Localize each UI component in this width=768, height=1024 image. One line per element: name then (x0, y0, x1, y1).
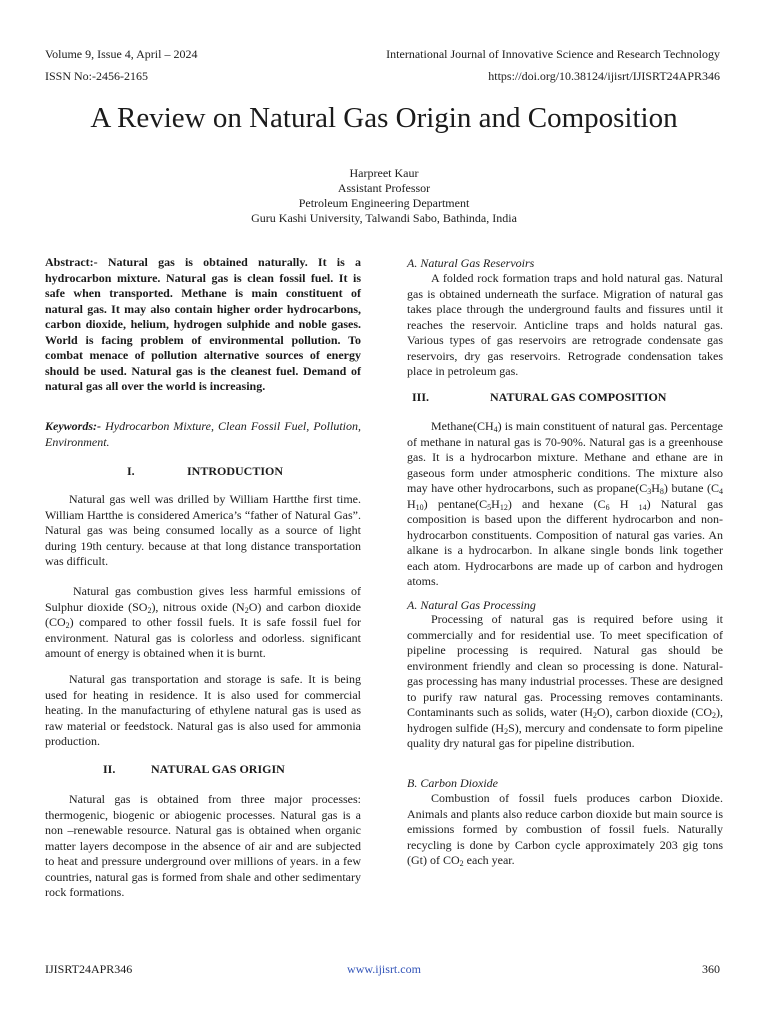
text-run: ), hydrogen sulfide (H (407, 705, 723, 735)
reservoirs-paragraph (407, 271, 723, 380)
subscript: 2 (65, 621, 70, 630)
subsection-heading-reservoirs: A. Natural Gas Reservoirs (407, 256, 535, 270)
keywords-text: Hydrocarbon Mixture, Clean Fossil Fuel, Pollution, Environment. (45, 419, 362, 449)
subsection-heading-processing: A. Natural Gas Processing (407, 598, 536, 612)
footer-page-number: 360 (702, 962, 720, 976)
keywords-label: Keywords:- (45, 419, 101, 433)
paragraph-text (407, 791, 723, 869)
subscript: 2 (459, 859, 464, 868)
author-name: Harpreet Kaur (349, 166, 419, 180)
subscript: 5 (487, 502, 492, 512)
text-run: Processing of natural gas is required before using it commercially and for residential use. To meet specification of pipeline processing is required. Natural gas should be environment friendly and clean so processing is done. Natural-gas processing has many industrial processes. These are designed to purify raw natural gas. Processing removes contaminants. Contaminants such as solids, water (H (407, 612, 723, 719)
paper-title: A Review on Natural Gas Origin and Composition (90, 102, 678, 134)
subscript: 2 (711, 711, 716, 720)
paragraph-text: Natural gas is obtained from three major processes: thermogenic, biogenic or abiogenic processes. Natural gas is a non –renewable resource. Natural gas is obtained when organic matter layers decompose in the absence of air and are subjected to heat and pressure underground over millions of years. in a few countries, natural gas is formed from shale and other sedimentary rock formations. (45, 792, 361, 899)
subscript: 12 (499, 502, 508, 512)
section-title: NATURAL GAS ORIGIN (151, 762, 285, 776)
text-run: O) and carbon dioxide (CO (45, 599, 361, 629)
author-department: Petroleum Engineering Department (298, 196, 470, 210)
text-run: ), nitrous oxide (N (151, 599, 245, 614)
text-run: ) Natural gas composition is based upon the different hydrocarbon and non-hydrocarbon constituents. Composition of natural gas varies. An alkane is a hydrocarbon. In alkane single bonds link together each atom. Hydrocarbons are made up of carbon and hydrogen atoms. (407, 496, 723, 588)
origin-paragraph-1 (45, 792, 361, 901)
paragraph-text: Natural gas well was drilled by William Hartthe first time. William Hartthe is considered America’s “father of Natural Gas”. Natural gas was being consumed locally as a source of light during 19th century. because at that long distance transportation was difficult. (45, 492, 361, 568)
section-title: NATURAL GAS COMPOSITION (490, 390, 667, 404)
paragraph-text (407, 419, 723, 590)
subscript: 6 (605, 502, 610, 512)
text-run: H (651, 481, 660, 495)
doi-link[interactable]: https://doi.org/10.38124/ijisrt/IJISRT24APR346 (488, 69, 720, 83)
paragraph-text: A folded rock formation traps and hold natural gas. Natural gas is obtained underneath the surface. Migration of natural gas takes place through the underground faults and fissures until it reaches the reservoir. Anticline traps and holds natural gas. Various types of gas reservoirs are retrograde condensate gas reservoirs, dry gas reservoirs. Retrograde condensation takes place in petroleum gas. (407, 271, 723, 378)
carbon-dioxide-paragraph (407, 791, 723, 869)
abstract (45, 255, 361, 395)
abstract-text: Natural gas is obtained naturally. It is a hydrocarbon mixture. Natural gas is clean fossil fuel. It is safe when transported. Methane is main constituent of natural gas. It may also contain higher order hydrocarbons, carbon dioxide, helium, hydrogen sulphide and noble gases. World is facing problem of environmental pollution. To combat menace of pollution alternative sources of energy should be used. Natural gas is the cleanest fuel. Demand of natural gas all over the world is increasing. (45, 255, 362, 393)
subscript: 4 (493, 425, 498, 434)
intro-paragraph-3 (45, 672, 361, 750)
text-run: ) compared to other fossil fuels. It is safe fossil fuel for environment. Natural gas is colorless and odorless. significant amount of energy is obtained when it is burnt. (45, 615, 361, 660)
paragraph-text (407, 612, 723, 752)
text-run: Combustion of fossil fuels produces carbon Dioxide. Animals and plants also reduce carbon dioxide but main source is emissions formed by combustion of fossil fuels. Naturally recycling is done by Carbon cycle approximately 203 gig tons (Gt) of CO (407, 791, 723, 867)
text-run: ) is main constituent of natural gas. Percentage of methane in natural gas is 70-90%. Natural gas is a greenhouse gas. It is a hydrocarbon mixture. Methane and ethane are in gaseous form under atmospheric conditions. The mixture also may have other hydrocarbons, such as propane(C (407, 419, 723, 495)
section-heading-composition (412, 390, 666, 405)
text-run: ) pentane(C (423, 496, 488, 511)
subscript: 10 (415, 502, 424, 512)
text-run: each year. (463, 853, 515, 867)
subsection-heading-carbon-dioxide: B. Carbon Dioxide (407, 776, 498, 790)
intro-paragraph-2 (45, 584, 361, 662)
text-run: H (491, 496, 500, 511)
text-run: ) and hexane (C (507, 496, 606, 511)
section-number: I. (127, 464, 135, 478)
subscript: 3 (647, 487, 652, 496)
text-run: H (609, 496, 639, 511)
author-affiliation: Guru Kashi University, Talwandi Sabo, Bathinda, India (251, 211, 517, 225)
intro-paragraph-1 (45, 492, 361, 570)
text-run: O), carbon dioxide (CO (596, 705, 712, 719)
abstract-label: Abstract:- (45, 255, 98, 269)
subscript: 2 (504, 726, 509, 736)
footer-paper-code: IJISRT24APR346 (45, 962, 133, 976)
section-number: II. (103, 762, 116, 776)
subscript: 2 (592, 711, 597, 720)
issn: ISSN No:-2456-2165 (45, 69, 149, 83)
composition-paragraph-1 (407, 419, 723, 590)
volume-info: Volume 9, Issue 4, April – 2024 (45, 47, 198, 61)
section-heading-origin (103, 762, 285, 777)
text-run: Natural gas combustion gives less harmful emissions of Sulphur dioxide (SO (45, 584, 361, 614)
text-run: ) butane (C (663, 481, 719, 495)
subscript: 2 (147, 605, 152, 615)
section-heading-introduction (127, 464, 283, 479)
journal-name: International Journal of Innovative Science and Research Technology (386, 47, 720, 61)
section-number: III. (412, 390, 430, 404)
subscript: 8 (659, 487, 664, 496)
text-run: S), mercury and condensate to form pipeline quality dry natural gas for pipeline distribution. (407, 720, 723, 750)
paragraph-text (45, 584, 361, 662)
section-title: INTRODUCTION (187, 464, 284, 478)
paragraph-text: Natural gas transportation and storage is safe. It is being used for heating in residence. It is also used for commercial heating. In the manufacturing of ethylene natural gas is used as raw material or feedstock. Natural gas is also used for ammonia production. (45, 672, 361, 748)
author-position: Assistant Professor (337, 181, 431, 195)
footer-website-link[interactable]: www.ijisrt.com (347, 962, 421, 976)
subscript: 14 (638, 502, 647, 512)
subscript: 2 (244, 605, 249, 615)
subscript: 4 (719, 487, 723, 496)
keywords (45, 419, 361, 450)
processing-paragraph (407, 612, 723, 752)
text-run: Methane(CH (431, 419, 494, 433)
text-run: H (407, 496, 416, 511)
